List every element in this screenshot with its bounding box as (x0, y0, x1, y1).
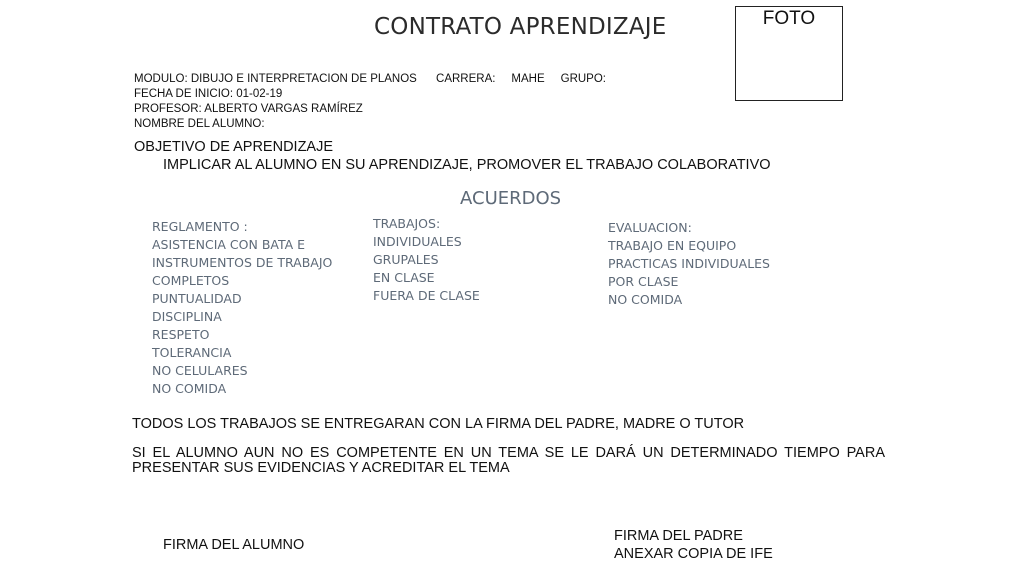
objective-title: OBJETIVO DE APRENDIZAJE (134, 139, 334, 155)
student-signature-label: FIRMA DEL ALUMNO (163, 537, 305, 553)
rules-item: ASISTENCIA CON BATA E (152, 237, 306, 252)
assignments-item: INDIVIDUALES (373, 234, 462, 249)
competence-note: SI EL ALUMNO AUN NO ES COMPETENTE EN UN TEMA SE LE DARÁ UN DETERMINADO TIEMPO PARA PRESENTAR SUS EVIDENCIAS Y ACREDITAR EL TEMA (132, 445, 885, 476)
assignments-list (373, 215, 480, 305)
rules-item: NO COMIDA (152, 381, 227, 396)
rules-item: PUNTUALIDAD (152, 291, 242, 306)
assignments-item: EN CLASE (373, 270, 435, 285)
parent-signature-block (614, 527, 773, 563)
assignments-item: GRUPALES (373, 252, 439, 267)
rules-item: INSTRUMENTOS DE TRABAJO (152, 255, 333, 270)
id-copy-note: ANEXAR COPIA DE IFE (614, 546, 773, 562)
assignments-item: FUERA DE CLASE (373, 288, 480, 303)
module-line: MODULO: DIBUJO E INTERPRETACION DE PLANOS CARRERA: MAHE GRUPO: (134, 73, 606, 85)
rules-list (152, 218, 332, 398)
photo-label: FOTO (762, 8, 816, 29)
evaluation-heading: EVALUACION: (608, 220, 692, 235)
teacher-line: PROFESOR: ALBERTO VARGAS RAMÍREZ (134, 103, 363, 115)
evaluation-item: TRABAJO EN EQUIPO (608, 238, 737, 253)
evaluation-list (608, 219, 770, 309)
evaluation-item: NO COMIDA (608, 292, 683, 307)
rules-item: COMPLETOS (152, 273, 230, 288)
student-name-line: NOMBRE DEL ALUMNO: (134, 118, 265, 130)
rules-item: NO CELULARES (152, 363, 248, 378)
rules-item: RESPETO (152, 327, 210, 342)
rules-item: TOLERANCIA (152, 345, 232, 360)
assignments-heading: TRABAJOS: (373, 216, 441, 231)
evaluation-item: POR CLASE (608, 274, 679, 289)
start-date-line: FECHA DE INICIO: 01-02-19 (134, 88, 283, 100)
signature-requirement-note: TODOS LOS TRABAJOS SE ENTREGARAN CON LA FIRMA DEL PADRE, MADRE O TUTOR (132, 416, 745, 432)
evaluation-item: PRACTICAS INDIVIDUALES (608, 256, 770, 271)
document-title: CONTRATO APRENDIZAJE (374, 14, 667, 40)
course-info (134, 72, 606, 132)
rules-heading: REGLAMENTO : (152, 219, 248, 234)
photo-box (735, 6, 843, 101)
objective-text: IMPLICAR AL ALUMNO EN SU APRENDIZAJE, PROMOVER EL TRABAJO COLABORATIVO (163, 157, 771, 173)
parent-signature-label: FIRMA DEL PADRE (614, 528, 743, 544)
rules-item: DISCIPLINA (152, 309, 222, 324)
agreements-title: ACUERDOS (460, 188, 562, 209)
